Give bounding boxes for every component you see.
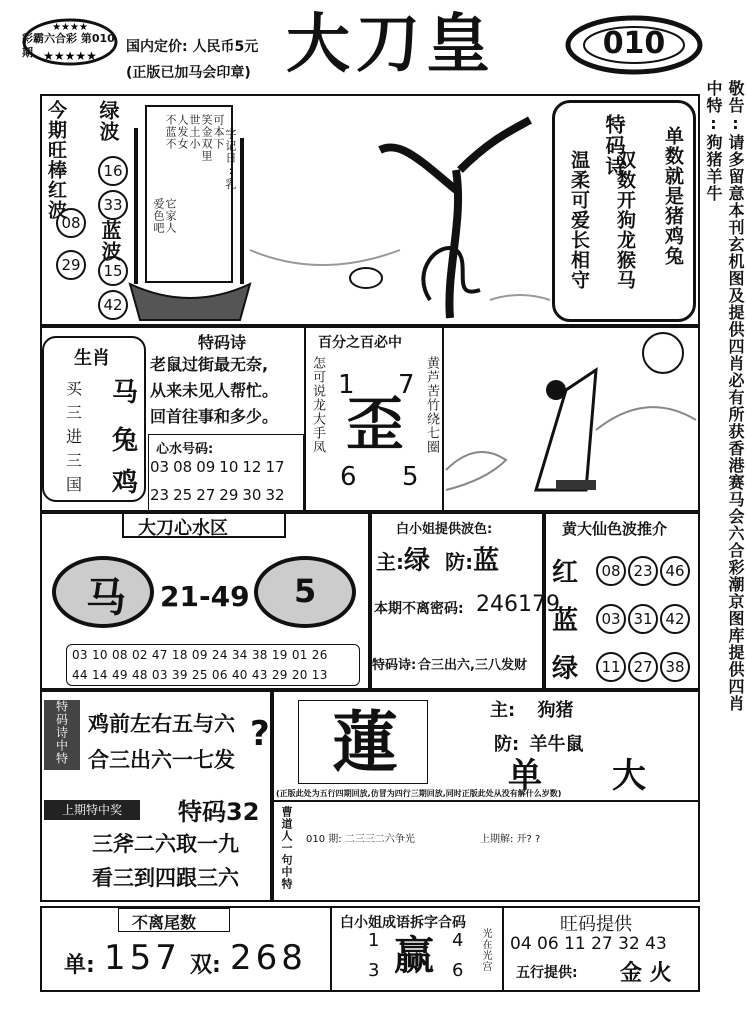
wang-numbers: 04 06 11 27 32 43 [510, 934, 667, 954]
green-number-1: 16 [98, 156, 128, 186]
lower-mid-last: 上期解: 开? ? [480, 834, 541, 845]
blue-number-2: 42 [98, 290, 128, 320]
zodiac-row-4-left: 三 [66, 451, 83, 470]
lower-left-line-2: 合三出六一七发 [88, 748, 235, 772]
number-cell: 09 [196, 458, 216, 476]
figure-illustration [446, 330, 698, 508]
badge-2 [44, 800, 140, 820]
idiom-n3: 3 [368, 960, 380, 981]
percent-num-tl: 1 [338, 370, 355, 400]
element-value: 金 火 [620, 961, 672, 986]
number-cell: 23 [150, 486, 170, 504]
lower-mid-divider [272, 800, 700, 802]
wang-title: 旺码提供 [560, 914, 632, 935]
huang-row-2-num: 03 [596, 604, 626, 634]
zodiac-row-5-left: 国 [66, 475, 83, 494]
red-wave-block [40, 96, 140, 324]
badge-2-text: 上期特中奖 [61, 803, 122, 817]
green-number-2: 33 [98, 190, 128, 220]
single-value: 157 [104, 938, 181, 978]
white-lady-poem: 合三出六,三八发财 [418, 658, 527, 673]
number-cell: 27 [196, 486, 216, 504]
idiom-n2: 4 [452, 930, 464, 951]
heart-water-center: 21-49 [160, 580, 250, 613]
blue-wave-label: 蓝波 [98, 220, 122, 262]
idiom-n4: 6 [452, 960, 464, 981]
blue-number-1: 15 [98, 256, 128, 286]
heart-water-left-char: 马 [86, 574, 126, 621]
white-lady-guard-value: 蓝 [473, 546, 500, 576]
scroll-line-5: 不蓝不 [164, 114, 177, 150]
lower-mid-main [490, 696, 573, 722]
scroll-line-1: 可本下 [212, 114, 225, 150]
huang-row-1-num: 08 [596, 556, 626, 586]
tail-title: 不离尾数 [132, 913, 197, 932]
ship-illustration [130, 98, 250, 322]
number-cell: 29 [219, 486, 239, 504]
percent-num-bl: 6 [340, 462, 357, 492]
element-label: 五行提供: [516, 965, 578, 981]
white-lady-main [376, 540, 499, 577]
poem-right-line-1: 温柔可爱长相守 [568, 150, 590, 290]
zodiac-row-1-right: 马 [112, 378, 139, 408]
scroll-line-4: 人发女 [176, 114, 189, 150]
corner-stamp [14, 10, 122, 78]
double-label: 双: [190, 953, 221, 978]
zodiac-row-3-right: 兔 [112, 426, 139, 456]
scroll-line-2: 笑金双里 [200, 114, 213, 162]
number-cell: 03 [150, 458, 170, 476]
percent-big-char: 歪 [346, 390, 405, 458]
tree-snake-graphic [250, 100, 550, 322]
number-cell: 32 [265, 486, 285, 504]
poem-right-line-3: 单数就是猪鸡兔 [662, 126, 684, 266]
idiom-title: 白小姐成语拆字合码 [340, 915, 466, 931]
percent-left-text: 怎可说龙大手凤 [310, 356, 325, 454]
number-cell: 17 [265, 458, 285, 476]
lower-left-line-1: 鸡前左右五与六 [88, 712, 235, 736]
single-label: 单: [64, 953, 95, 978]
number-cell: 12 [242, 458, 262, 476]
double-value: 268 [230, 938, 307, 978]
percent-title: 百分之百必中 [318, 335, 402, 351]
price-line: 国内定价: 人民币5元 [126, 39, 259, 55]
lower-mid-side: 曹道人一句中特 [280, 806, 293, 890]
poem-right-title: 特码诗 [602, 114, 626, 177]
huang-row-3-num: 27 [628, 652, 658, 682]
lower-left-line-3: 三斧二六取一九 [92, 832, 239, 856]
scroll-line-7: 它家人 [164, 198, 177, 234]
percent-right-text: 黄芦苦竹绕七圈 [424, 356, 439, 454]
tree-snake-illustration [250, 100, 550, 322]
heart-water-numbers-2: 44 14 49 48 03 39 25 06 40 43 29 20 13 [72, 668, 328, 682]
red-number-2: 29 [56, 250, 86, 280]
coin-icon [642, 332, 684, 374]
idiom-char: 赢 [394, 932, 434, 979]
huang-daxian-title: 黄大仙色波推介 [562, 520, 668, 538]
numbers-title: 心水号码: [156, 442, 214, 457]
percent-num-br: 5 [402, 462, 419, 492]
huang-row-1-num: 23 [628, 556, 658, 586]
huang-row-2-num: 31 [628, 604, 658, 634]
lower-mid-big-1: 单 [508, 756, 542, 796]
zodiac-row-1-left: 买 [66, 379, 83, 398]
number-cell: 10 [219, 458, 239, 476]
zodiac-title: 生肖 [74, 348, 110, 369]
white-lady-code-label: 本期不离密码: [374, 601, 464, 617]
huang-row-1-color: 红 [552, 558, 579, 588]
svg-text:★★★★★: ★★★★★ [43, 49, 97, 63]
numbers-row-1 [150, 458, 285, 476]
lower-left-tema: 特码32 [178, 798, 260, 826]
huang-row-3-color: 绿 [552, 654, 579, 684]
heart-water-numbers-1: 03 10 08 02 47 18 09 24 34 38 19 01 26 [72, 648, 328, 662]
lower-left-qmark: ? [250, 714, 270, 754]
number-cell: 30 [242, 486, 262, 504]
stamp-line: (正版已加马会印章) [126, 65, 251, 81]
scroll-note: 字记日:乳 [224, 128, 237, 190]
percent-num-tr: 7 [398, 370, 415, 400]
lower-mid-guard-value: 羊牛鼠 [529, 734, 584, 755]
lower-mid-main-value: 狗猪 [537, 700, 574, 721]
huang-row-2-num: 42 [660, 604, 690, 634]
scroll-line-6: 爱色吧 [152, 198, 165, 234]
white-lady-main-value: 绿 [404, 546, 431, 576]
lower-mid-big-2: 大 [612, 756, 646, 796]
huang-row-1-num: 46 [660, 556, 690, 586]
badge-1 [44, 700, 80, 770]
issue-badge [564, 14, 704, 76]
lower-mid-notice: (正版此处为五行四期回放,仿冒为四行三期回放,同时正版此处从没有解什么岁数) [276, 789, 562, 798]
idiom-n1: 1 [368, 930, 380, 951]
numbers-row-2 [150, 486, 285, 504]
lower-mid-main-label: 主: [490, 700, 516, 721]
poem-mid-title: 特码诗 [198, 333, 247, 352]
huang-row-3-num: 38 [660, 652, 690, 682]
svg-text:★★★★: ★★★★ [52, 22, 88, 33]
lower-mid-issue: 010 期: 二三三二六争光 [306, 834, 415, 845]
zodiac-row-2-left: 三 [66, 403, 83, 422]
idiom-side: 光在光宫 [480, 928, 491, 972]
red-wave-label: 今期旺棒红波 [45, 100, 67, 220]
poem-right-line-2: 双数开狗龙猴马 [614, 150, 636, 290]
lower-mid-guard-label: 防: [494, 734, 520, 755]
seal-char: 蓮 [332, 703, 398, 781]
zodiac-row-3-left: 进 [66, 427, 83, 446]
scroll-line-3: 世土小 [188, 114, 201, 150]
red-number-1: 08 [56, 208, 86, 238]
number-cell: 25 [173, 486, 193, 504]
poem-mid-line-3: 回首往事和多少。 [150, 407, 279, 426]
poem-mid-line-2: 从来未见人帮忙。 [150, 381, 279, 400]
side-notice: 敬告:请多留意本刊玄机图及提供四肖必有所获香港赛马会六合彩潮京图库提供四肖中特:狗猪羊牛 [704, 80, 745, 712]
heart-water-right-char: 5 [294, 572, 317, 610]
heart-water-title: 大刀心水区 [138, 518, 228, 539]
white-lady-poem-label: 特码诗: [372, 658, 417, 673]
page-title: 大刀皇 [286, 7, 496, 82]
poem-mid-line-1: 老鼠过街最无奈, [150, 355, 269, 374]
white-lady-guard-label: 防: [445, 550, 474, 574]
lower-left-line-4: 看三到四跟三六 [92, 866, 239, 890]
white-lady-main-label: 主: [376, 550, 404, 574]
corner-stamp-text: 彩霸六合彩 第010期 [22, 32, 115, 59]
green-wave-label: 绿波 [96, 100, 120, 142]
white-lady-title: 白小姐提供波色: [396, 522, 493, 537]
number-cell: 08 [173, 458, 193, 476]
badge-1-text: 特码诗中特 [54, 700, 69, 765]
white-lady-code: 246179 [476, 592, 560, 617]
huang-row-2-color: 蓝 [552, 606, 579, 636]
zodiac-row-5-right: 鸡 [112, 468, 139, 498]
huang-row-3-num: 11 [596, 652, 626, 682]
issue-number: 010 [602, 26, 666, 61]
